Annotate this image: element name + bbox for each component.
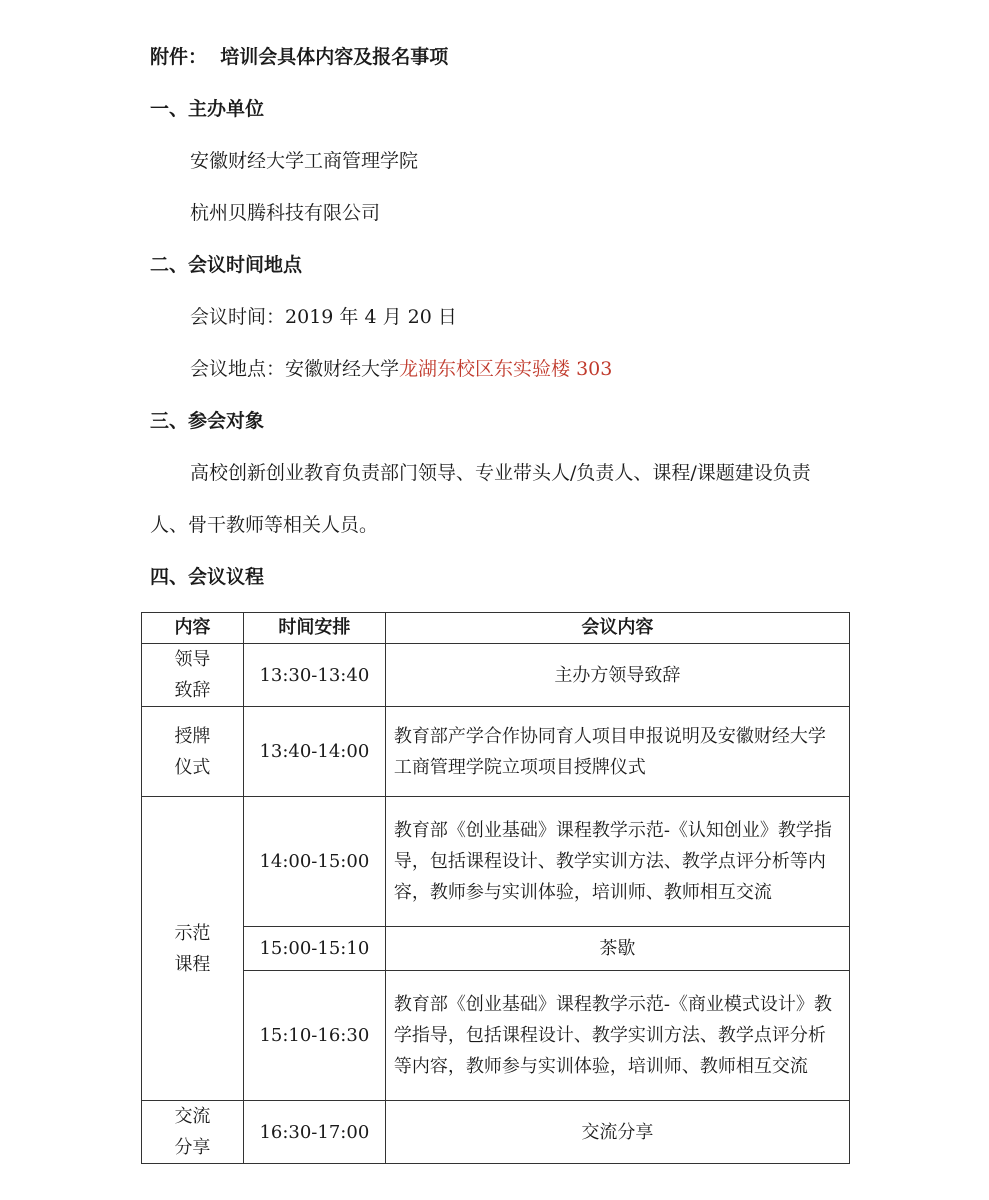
meeting-time-label: 会议时间：: [190, 306, 286, 328]
category-text: 示范: [174, 922, 211, 944]
time-cell: 13:40-14:00: [243, 707, 385, 797]
content-cell: 教育部产学合作协同育人项目申报说明及安徽财经大学工商管理学院立项项目授牌仪式: [385, 707, 849, 797]
time-cell: 15:00-15:10: [243, 927, 385, 971]
category-text: 仪式: [174, 756, 211, 778]
content-cell: 交流分享: [385, 1101, 849, 1164]
title-prefix: 附件：: [150, 46, 208, 68]
category-cell: [142, 644, 244, 707]
document-title: 培训会具体内容及报名事项: [220, 46, 449, 68]
category-cell: [142, 1101, 244, 1164]
agenda-row: [142, 797, 850, 927]
agenda-row: [142, 971, 850, 1101]
section-heading-organizers: 一、主办单位: [150, 98, 265, 120]
category-text: 授牌: [174, 725, 211, 747]
meeting-place-highlight: 龙湖东校区东实验楼 303: [399, 358, 613, 380]
category-text: 交流: [174, 1106, 211, 1127]
time-cell: 14:00-15:00: [243, 797, 385, 927]
meeting-place-label: 会议地点：: [190, 358, 286, 380]
section-heading-time-place: 二、会议时间地点: [150, 254, 303, 276]
agenda-header-row: [142, 613, 850, 644]
content-cell: 教育部《创业基础》课程教学示范-《商业模式设计》教学指导，包括课程设计、教学实训方法、教学点评分析等内容，教师参与实训体验，培训师、教师相互交流: [385, 971, 849, 1101]
content-cell: 教育部《创业基础》课程教学示范-《认知创业》教学指导，包括课程设计、教学实训方法、教学点评分析等内容，教师参与实训体验，培训师、教师相互交流: [385, 797, 849, 927]
time-cell: 15:10-16:30: [243, 971, 385, 1101]
agenda-row: [142, 1101, 850, 1164]
category-text: 领导: [174, 649, 211, 670]
header-category: 内容: [142, 613, 244, 644]
document-title-line: [150, 45, 448, 69]
organizer-item: 安徽财经大学工商管理学院: [190, 150, 419, 172]
time-cell: 16:30-17:00: [243, 1101, 385, 1164]
category-text: 致辞: [174, 680, 211, 701]
category-cell: [142, 797, 244, 1101]
time-cell: 13:30-13:40: [243, 644, 385, 707]
agenda-table: [141, 612, 850, 1164]
agenda-row: [142, 644, 850, 707]
content-cell: 主办方领导致辞: [385, 644, 849, 707]
agenda-row: [142, 707, 850, 797]
participants-text-line2: 人、骨干教师等相关人员。: [150, 514, 379, 536]
category-text: 课程: [174, 953, 211, 975]
meeting-place: [190, 357, 612, 381]
header-time: 时间安排: [243, 613, 385, 644]
meeting-place-value: 安徽财经大学: [285, 358, 400, 380]
header-content: 会议内容: [385, 613, 849, 644]
section-heading-agenda: 四、会议议程: [150, 566, 265, 588]
agenda-row: [142, 927, 850, 971]
meeting-time-value: 2019 年 4 月 20 日: [285, 306, 457, 328]
organizer-item: 杭州贝腾科技有限公司: [190, 202, 381, 224]
content-cell: 茶歇: [385, 927, 849, 971]
category-cell: [142, 707, 244, 797]
participants-text-line1: 高校创新创业教育负责部门领导、专业带头人/负责人、课程/课题建设负责: [190, 462, 811, 484]
meeting-time: [190, 305, 457, 329]
section-heading-participants: 三、参会对象: [150, 410, 265, 432]
category-text: 分享: [174, 1137, 211, 1158]
